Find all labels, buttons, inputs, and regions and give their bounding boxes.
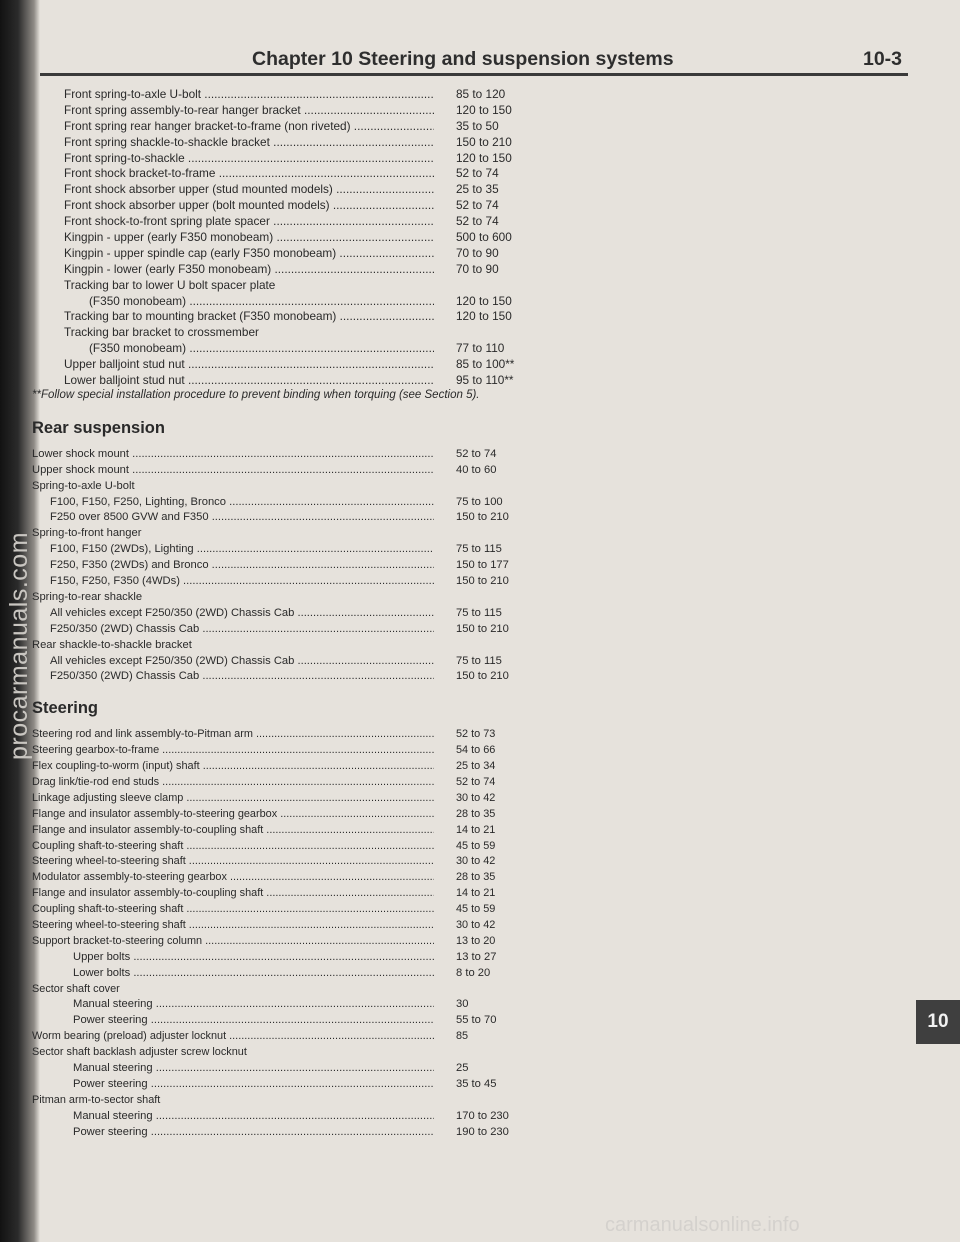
- spec-value: 52 to 74: [456, 447, 497, 460]
- steering-list: [32, 727, 572, 1140]
- spec-value: 35 to 50: [456, 118, 499, 133]
- spec-value: 52 to 74: [456, 775, 496, 788]
- spec-value: 14 to 21: [456, 823, 496, 836]
- spec-label: Flex coupling-to-worm (input) shaft .....: [32, 759, 434, 775]
- spec-row: [32, 119, 572, 135]
- spec-value: 30 to 42: [456, 791, 496, 804]
- spec-label: Sector shaft cover: [32, 982, 120, 995]
- spec-row: [32, 357, 572, 373]
- spec-row: [32, 669, 572, 685]
- spec-value: 14 to 21: [456, 887, 496, 900]
- spec-value: 30 to 42: [456, 918, 496, 931]
- spec-label: Pitman arm-to-sector shaft: [32, 1093, 161, 1106]
- spec-row: [32, 997, 572, 1013]
- spec-row: [32, 902, 572, 918]
- spec-value: 500 to 600: [456, 230, 512, 245]
- spec-label: Coupling shaft-to-steering shaft .....: [32, 839, 434, 855]
- spec-row: [32, 654, 572, 670]
- spec-value: 35 to 45: [456, 1077, 497, 1090]
- spec-label: Tracking bar to mounting bracket (F350 monobeam) .....: [64, 309, 434, 325]
- chapter-title: Chapter 10 Steering and suspension systems: [252, 48, 674, 70]
- spec-value: 28 to 35: [456, 871, 496, 884]
- spec-label: Front shock absorber upper (bolt mounted models) .....: [64, 198, 434, 214]
- spec-value: 52 to 73: [456, 728, 496, 741]
- spec-row: [32, 214, 572, 230]
- spec-label: F150, F250, F350 (4WDs) .....: [50, 574, 434, 590]
- spec-value: 55 to 70: [456, 1014, 497, 1027]
- spec-row: [32, 950, 572, 966]
- spec-row: [32, 823, 572, 839]
- spec-value: 70 to 90: [456, 261, 499, 276]
- spec-label: Coupling shaft-to-steering shaft .....: [32, 902, 434, 918]
- spec-row: [32, 775, 572, 791]
- spec-value: 8 to 20: [456, 966, 491, 979]
- spec-row: [32, 463, 572, 479]
- spec-row: [32, 574, 572, 590]
- spec-row: [32, 262, 572, 278]
- spec-row: [32, 934, 572, 950]
- spec-row: [32, 341, 572, 357]
- spec-label: Front shock-to-front spring plate spacer .....: [64, 214, 434, 230]
- spec-label: Front spring shackle-to-shackle bracket .....: [64, 135, 434, 151]
- spec-row: [32, 590, 572, 606]
- spec-value: 85 to 120: [456, 87, 506, 101]
- spec-row: [32, 1061, 572, 1077]
- spec-label: Kingpin - lower (early F350 monobeam) .....: [64, 262, 434, 278]
- spec-value: 75 to 115: [456, 606, 502, 619]
- rear-suspension-heading: Rear suspension: [32, 418, 165, 437]
- spec-label: Spring-to-front hanger: [32, 527, 142, 540]
- spec-row: [32, 854, 572, 870]
- steering-heading: Steering: [32, 699, 99, 718]
- spec-row: [32, 495, 572, 511]
- spec-value: 25 to 34: [456, 760, 496, 773]
- spec-row: [32, 743, 572, 759]
- spec-label: Lower shock mount .....: [32, 447, 434, 463]
- spec-label: F250/350 (2WD) Chassis Cab .....: [50, 669, 434, 685]
- spec-label: Front shock bracket-to-frame .....: [64, 166, 434, 182]
- spec-value: 120 to 150: [456, 102, 512, 117]
- torque-spec-content: [32, 87, 572, 1140]
- spec-value: 85 to 100**: [456, 357, 515, 372]
- spec-row: [32, 230, 572, 246]
- spec-value: 28 to 35: [456, 807, 496, 820]
- spec-label: Manual steering .....: [73, 1109, 434, 1125]
- spec-label: Front spring-to-axle U-bolt .....: [64, 87, 434, 103]
- spec-value: 75 to 115: [456, 654, 502, 667]
- spec-label: Front spring-to-shackle .....: [64, 151, 434, 167]
- spec-label: Upper balljoint stud nut .....: [64, 357, 434, 373]
- page-number: 10-3: [862, 48, 902, 70]
- spec-row: [32, 982, 572, 998]
- spec-row: [32, 918, 572, 934]
- spec-label: F250/350 (2WD) Chassis Cab .....: [50, 622, 434, 638]
- spec-value: 54 to 66: [456, 744, 496, 757]
- spec-value: 120 to 150: [456, 293, 512, 308]
- spec-row: [32, 479, 572, 495]
- spec-row: [32, 622, 572, 638]
- spec-label: Steering wheel-to-steering shaft .....: [32, 918, 434, 934]
- spec-value: 25: [456, 1061, 469, 1074]
- spec-row: [32, 103, 572, 119]
- spec-row: [32, 198, 572, 214]
- spec-value: 190 to 230: [456, 1125, 509, 1138]
- spec-label: Drag link/tie-rod end studs .....: [32, 775, 434, 791]
- spec-value: 150 to 177: [456, 559, 509, 572]
- spec-label: Front shock absorber upper (stud mounted models) .....: [64, 182, 434, 198]
- spec-row: [32, 151, 572, 167]
- spec-label: Spring-to-axle U-bolt: [32, 479, 135, 492]
- spec-row: [32, 886, 572, 902]
- spec-row: [32, 966, 572, 982]
- spec-value: 150 to 210: [456, 134, 512, 149]
- spec-value: 77 to 110: [456, 341, 505, 356]
- spec-value: 52 to 74: [456, 166, 499, 181]
- spec-label: Flange and insulator assembly-to-coupling shaft .....: [32, 823, 434, 839]
- spec-row: [32, 373, 572, 389]
- spec-label: Power steering .....: [73, 1013, 434, 1029]
- spec-value: 52 to 74: [456, 214, 499, 229]
- spec-label: Power steering .....: [73, 1077, 434, 1093]
- spec-row: [32, 727, 572, 743]
- spec-label: Front spring assembly-to-rear hanger bracket .....: [64, 103, 434, 119]
- spec-label: Flange and insulator assembly-to-coupling shaft .....: [32, 886, 434, 902]
- spec-value: 85: [456, 1030, 469, 1043]
- spec-value: 25 to 35: [456, 182, 499, 197]
- spec-label: Upper bolts .....: [73, 950, 434, 966]
- spec-row: [32, 510, 572, 526]
- spec-label: All vehicles except F250/350 (2WD) Chassis Cab .....: [50, 654, 434, 670]
- spec-value: 150 to 210: [456, 622, 509, 635]
- spec-label: F100, F150, F250, Lighting, Bronco .....: [50, 495, 434, 511]
- spec-value: 30 to 42: [456, 855, 496, 868]
- spec-label: F250, F350 (2WDs) and Bronco .....: [50, 558, 434, 574]
- spec-row: [32, 638, 572, 654]
- spec-value: 150 to 210: [456, 575, 509, 588]
- spec-row: [32, 839, 572, 855]
- spec-label: Lower balljoint stud nut .....: [64, 373, 434, 389]
- spec-label: Upper shock mount .....: [32, 463, 434, 479]
- spec-label: Sector shaft backlash adjuster screw locknut: [32, 1046, 247, 1059]
- spec-value: 40 to 60: [456, 463, 497, 476]
- spec-row: [32, 526, 572, 542]
- front-footnote: **Follow special installation procedure to prevent binding when torquing (see Section 5).: [32, 388, 480, 401]
- spec-row: [32, 807, 572, 823]
- spec-row: [32, 166, 572, 182]
- spec-row: [32, 1109, 572, 1125]
- spec-row: [32, 542, 572, 558]
- spec-label: Front spring rear hanger bracket-to-frame (non riveted) .....: [64, 119, 434, 135]
- spec-row: [32, 1013, 572, 1029]
- spec-label: Steering rod and link assembly-to-Pitman arm .....: [32, 727, 434, 743]
- spec-label: (F350 monobeam) .....: [89, 341, 434, 357]
- spec-value: 13 to 20: [456, 934, 496, 947]
- spec-row: [32, 1029, 572, 1045]
- spec-value: 45 to 59: [456, 903, 496, 916]
- spec-row: [32, 294, 572, 310]
- spec-label: Rear shackle-to-shackle bracket: [32, 638, 192, 651]
- spec-row: [32, 246, 572, 262]
- spec-label: Support bracket-to-steering column .....: [32, 934, 434, 950]
- spec-label: Tracking bar to lower U bolt spacer plate: [64, 277, 276, 292]
- spec-row: [32, 135, 572, 151]
- spec-value: 75 to 115: [456, 543, 502, 556]
- spec-row: [32, 1093, 572, 1109]
- spec-value: 150 to 210: [456, 511, 509, 524]
- rear-suspension-list: [32, 447, 572, 685]
- spec-row: [32, 1077, 572, 1093]
- spec-row: [32, 558, 572, 574]
- spec-label: Worm bearing (preload) adjuster locknut .....: [32, 1029, 434, 1045]
- spec-value: 120 to 150: [456, 150, 512, 165]
- spec-value: 95 to 110**: [456, 373, 514, 388]
- spec-label: Kingpin - upper spindle cap (early F350 monobeam) .....: [64, 246, 434, 262]
- spec-row: [32, 278, 572, 294]
- spec-label: Linkage adjusting sleeve clamp .....: [32, 791, 434, 807]
- spec-label: Steering gearbox-to-frame .....: [32, 743, 434, 759]
- spec-label: Manual steering .....: [73, 1061, 434, 1077]
- spec-label: Manual steering .....: [73, 997, 434, 1013]
- spec-label: Steering wheel-to-steering shaft .....: [32, 854, 434, 870]
- spec-row: [32, 309, 572, 325]
- spec-label: (F350 monobeam) .....: [89, 294, 434, 310]
- spec-value: 13 to 27: [456, 950, 497, 963]
- spec-label: Kingpin - upper (early F350 monobeam) .....: [64, 230, 434, 246]
- spec-value: 150 to 210: [456, 670, 509, 683]
- watermark-bottom: carmanualsonline.info: [605, 1214, 800, 1236]
- spec-value: 75 to 100: [456, 495, 503, 508]
- spec-row: [32, 759, 572, 775]
- spec-row: [32, 447, 572, 463]
- spec-row: [32, 325, 572, 341]
- spec-label: All vehicles except F250/350 (2WD) Chassis Cab .....: [50, 606, 434, 622]
- spec-label: Tracking bar bracket to crossmember: [64, 325, 259, 340]
- spec-value: 120 to 150: [456, 309, 512, 324]
- spec-label: F250 over 8500 GVW and F350 .....: [50, 510, 434, 526]
- front-suspension-list: [32, 87, 572, 389]
- spec-row: [32, 870, 572, 886]
- watermark-left: procarmanuals.com: [5, 531, 33, 760]
- chapter-tab: 10: [916, 1000, 960, 1044]
- spec-row: [32, 606, 572, 622]
- spec-row: [32, 1045, 572, 1061]
- page-header: [252, 45, 902, 75]
- spec-row: [32, 791, 572, 807]
- spec-label: F100, F150 (2WDs), Lighting .....: [50, 542, 434, 558]
- spec-label: Lower bolts .....: [73, 966, 434, 982]
- spec-value: 170 to 230: [456, 1109, 509, 1122]
- spec-row: [32, 87, 572, 103]
- spec-row: [32, 1125, 572, 1141]
- spec-label: Modulator assembly-to-steering gearbox .....: [32, 870, 434, 886]
- spec-value: 45 to 59: [456, 839, 496, 852]
- header-rule: [40, 73, 908, 76]
- spec-value: 70 to 90: [456, 245, 499, 260]
- spec-label: Spring-to-rear shackle: [32, 590, 143, 603]
- spec-label: Flange and insulator assembly-to-steering gearbox .....: [32, 807, 434, 823]
- spec-label: Power steering .....: [73, 1125, 434, 1141]
- spec-value: 52 to 74: [456, 198, 499, 213]
- spec-row: [32, 182, 572, 198]
- spec-value: 30: [456, 998, 469, 1011]
